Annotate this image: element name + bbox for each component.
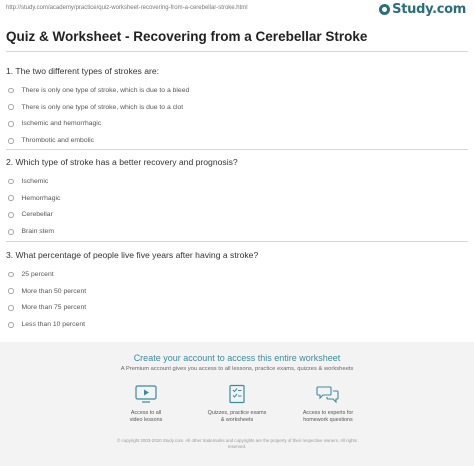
feature-label-2: video lessons <box>129 417 163 423</box>
page-title: Quiz & Worksheet - Recovering from a Cerebellar Stroke <box>6 29 368 44</box>
premium-promo <box>0 342 474 466</box>
answer-option[interactable] <box>6 116 468 133</box>
page-url[interactable]: http://study.com/academy/practice/quiz-worksheet-recovering-from-a-cerebellar-stroke.html <box>6 5 248 11</box>
answer-option[interactable] <box>6 266 468 283</box>
feature-label-1: Access to experts for <box>302 410 354 416</box>
video-lessons-icon <box>134 384 158 404</box>
feature-video-lessons <box>106 384 186 424</box>
radio-icon[interactable] <box>8 104 14 110</box>
answer-option[interactable] <box>6 99 468 116</box>
answer-option[interactable] <box>6 300 468 317</box>
answer-option[interactable] <box>6 223 468 240</box>
feature-label-1: Access to all <box>130 410 162 416</box>
answer-label: More than 50 percent <box>21 287 87 295</box>
answer-label: Thrombotic and embolic <box>21 137 95 145</box>
radio-icon[interactable] <box>8 288 14 294</box>
answer-label: Less than 10 percent <box>21 321 85 329</box>
radio-icon[interactable] <box>8 212 14 218</box>
experts-icon <box>316 384 340 404</box>
question-text: 1. The two different types of strokes are: <box>6 66 160 76</box>
study-logo[interactable] <box>379 2 466 17</box>
logo-mark-icon <box>379 4 390 15</box>
feature-label-2: & worksheets <box>220 417 254 423</box>
answer-option[interactable] <box>6 132 468 149</box>
question-divider <box>6 241 468 242</box>
radio-icon[interactable] <box>8 121 14 127</box>
promo-subline: A Premium account gives you access to all lessons, practice exams, quizzes & worksheets <box>120 366 354 372</box>
promo-headline[interactable]: Create your account to access this entire worksheet <box>133 353 341 363</box>
answer-option[interactable] <box>6 207 468 224</box>
answer-label: There is only one type of stroke, which is due to a bleed <box>21 86 190 94</box>
answer-label: Hemorrhagic <box>21 194 61 202</box>
answer-label: There is only one type of stroke, which is due to a clot <box>21 103 184 111</box>
radio-icon[interactable] <box>8 272 14 278</box>
answer-label: 25 percent <box>21 270 54 278</box>
answer-label: Cerebellar <box>21 211 53 219</box>
question-3 <box>6 250 468 333</box>
feature-list <box>0 384 474 434</box>
radio-icon[interactable] <box>8 195 14 201</box>
answer-option[interactable] <box>6 82 468 99</box>
answer-option[interactable] <box>6 283 468 300</box>
copyright-line-2: reserved. <box>227 444 247 449</box>
answer-label: Ischemic and hemorrhagic <box>21 120 102 128</box>
logo-text: Study.com <box>392 2 466 17</box>
top-bar <box>0 0 474 22</box>
answer-option[interactable] <box>6 316 468 333</box>
radio-icon[interactable] <box>8 88 14 94</box>
radio-icon[interactable] <box>8 138 14 144</box>
feature-experts <box>288 384 368 424</box>
quizzes-icon <box>225 384 249 404</box>
answer-option[interactable] <box>6 190 468 207</box>
answer-label: More than 75 percent <box>21 304 87 312</box>
radio-icon[interactable] <box>8 305 14 311</box>
answer-label: Brain stem <box>21 228 54 236</box>
title-divider <box>6 51 468 52</box>
radio-icon[interactable] <box>8 179 14 185</box>
question-2 <box>6 157 468 240</box>
feature-quizzes <box>197 384 277 424</box>
answer-label: Ischemic <box>21 177 49 185</box>
feature-label-2: homework questions <box>303 417 353 423</box>
radio-icon[interactable] <box>8 229 14 235</box>
question-text: 2. Which type of stroke has a better recovery and prognosis? <box>6 157 238 167</box>
feature-label-1: Quizzes, practice exams <box>207 410 267 416</box>
answer-option[interactable] <box>6 173 468 190</box>
copyright-notice <box>0 438 474 450</box>
question-divider <box>6 149 468 150</box>
question-1 <box>6 66 468 149</box>
copyright-line-1: © copyright 2003-2020 Study.com. All other trademarks and copyrights are the property of their respective owners. All rights <box>117 438 357 443</box>
question-text: 3. What percentage of people live five years after having a stroke? <box>6 250 259 260</box>
radio-icon[interactable] <box>8 322 14 328</box>
